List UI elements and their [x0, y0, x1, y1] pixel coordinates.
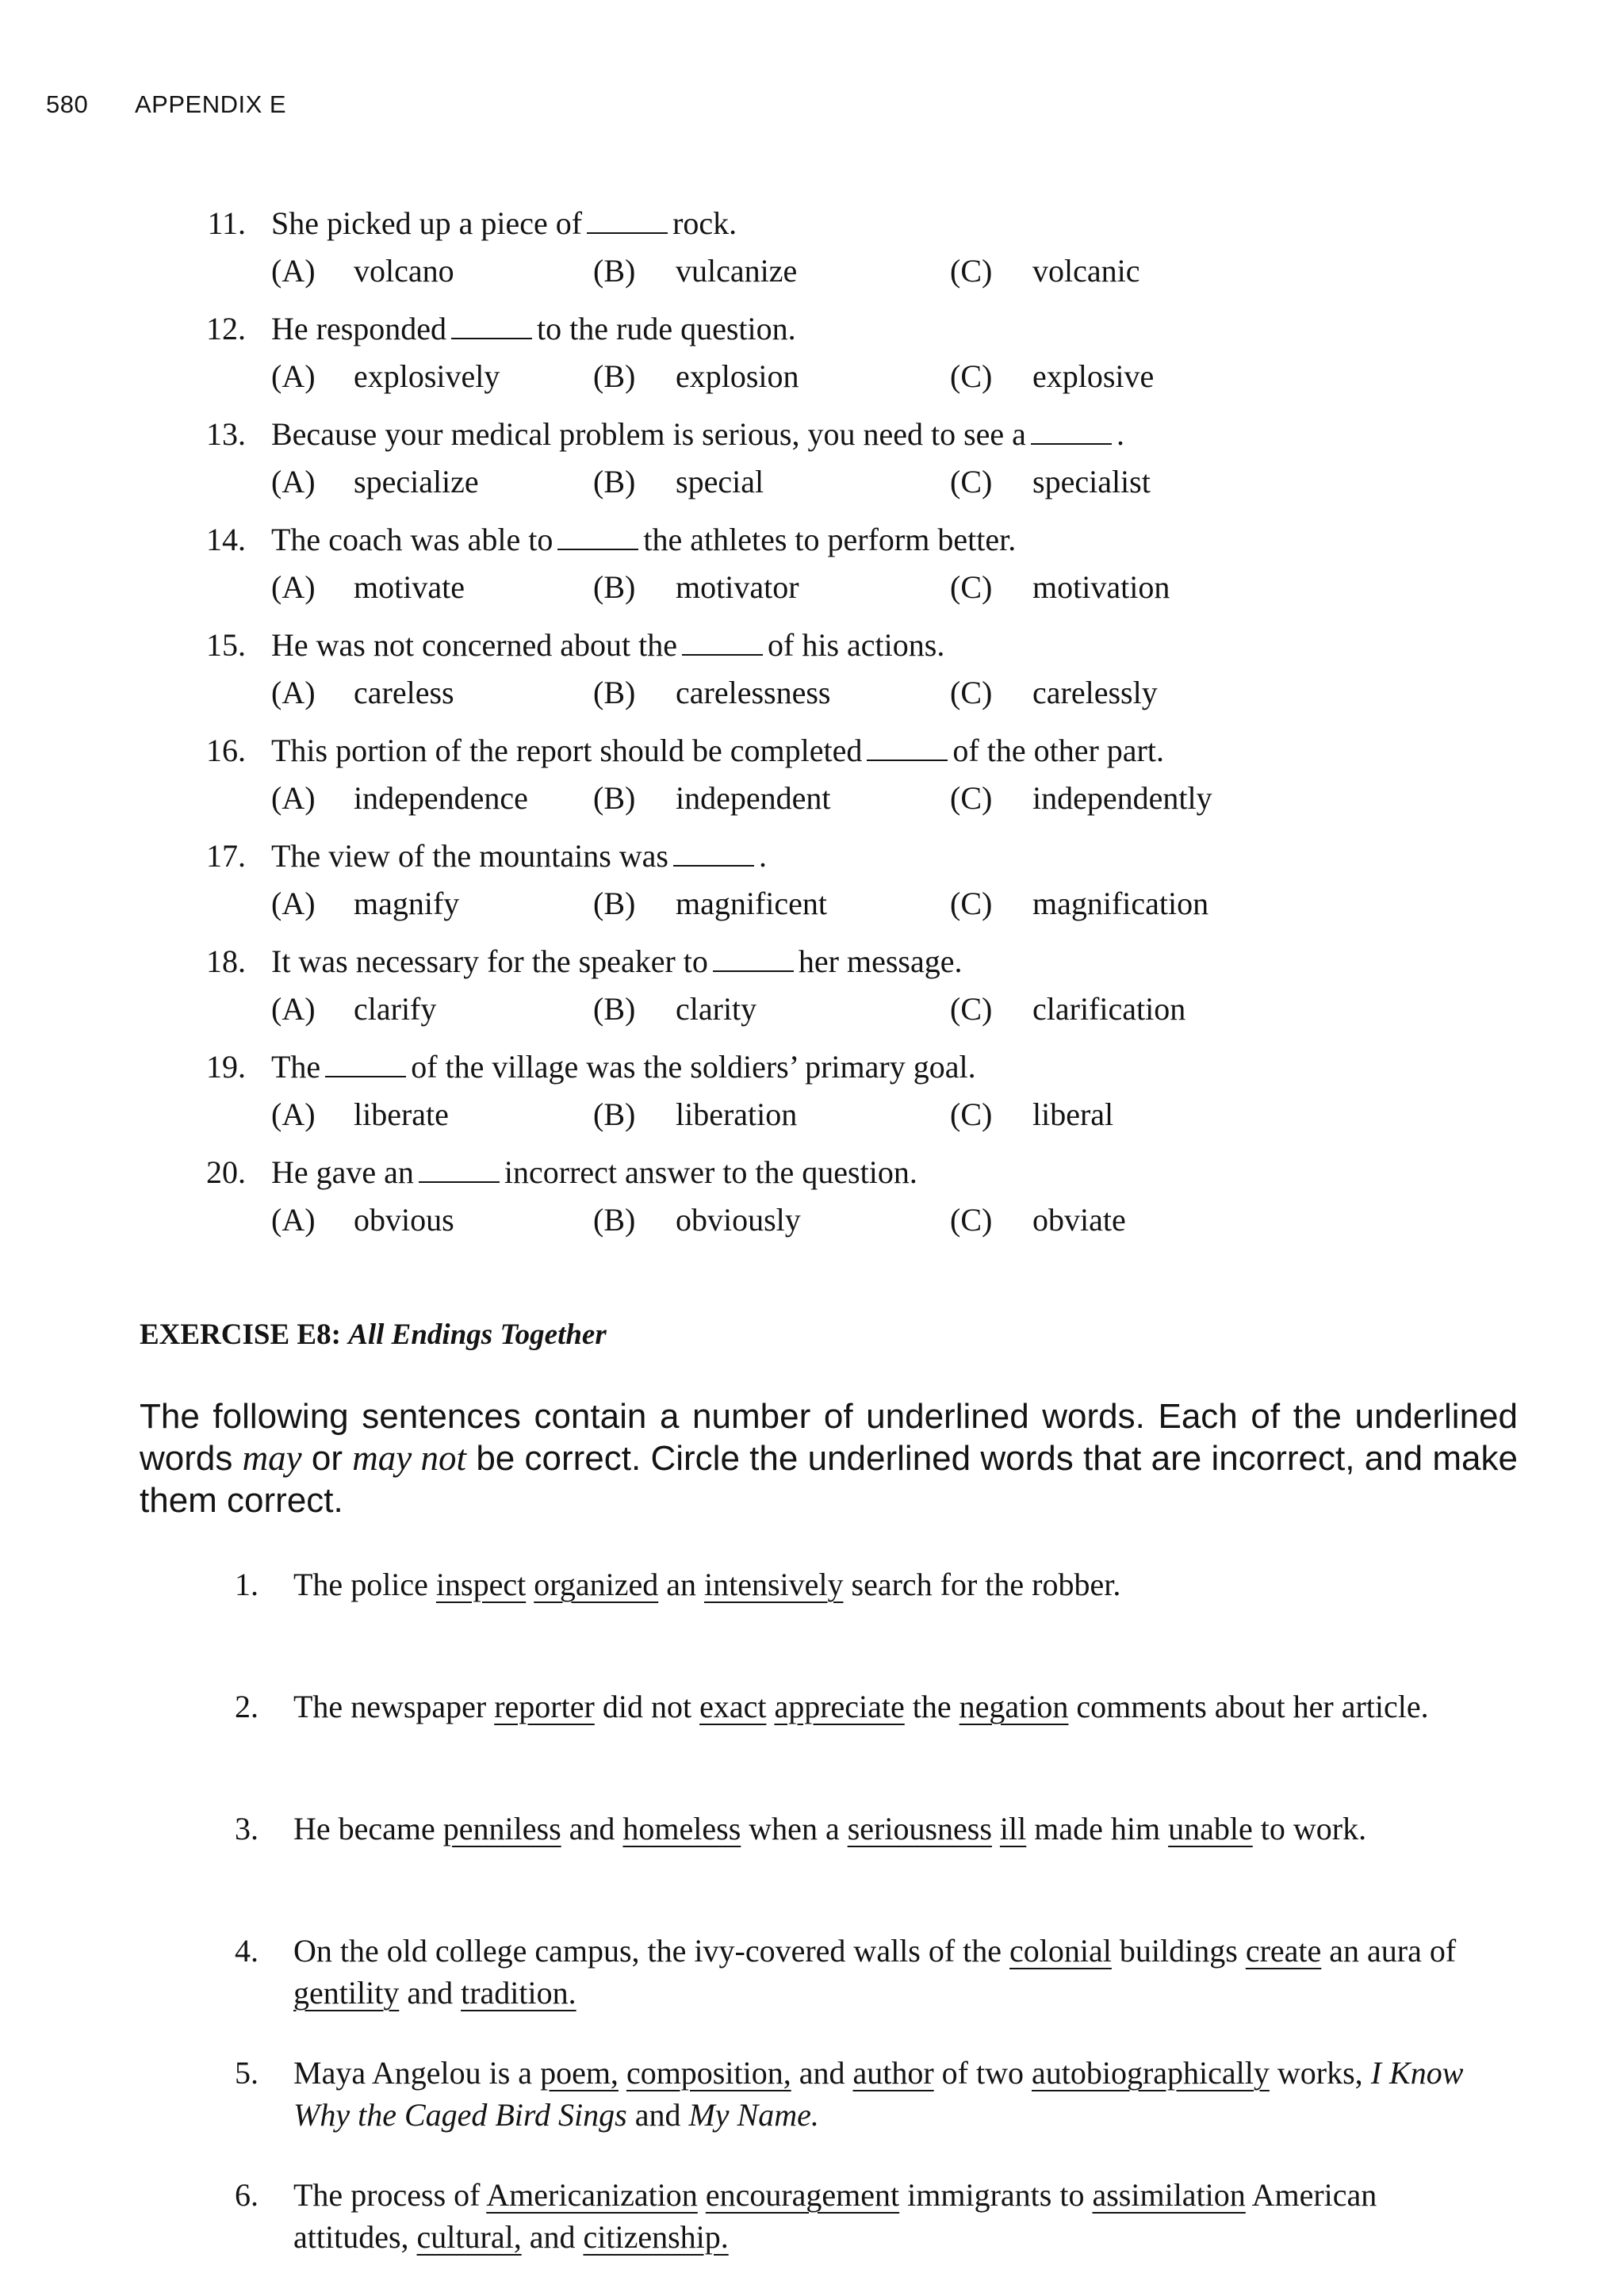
sentence-text: [698, 2177, 706, 2213]
underlined-word: organized: [534, 1567, 659, 1602]
answer-blank: [587, 209, 668, 234]
question-item: [198, 521, 1388, 626]
instructions-may: may: [242, 1438, 302, 1478]
option-text: liberal: [1032, 1096, 1114, 1132]
underlined-word: unable: [1168, 1811, 1253, 1846]
option-text: magnification: [1032, 886, 1209, 921]
answer-option: [593, 568, 799, 606]
option-text: volcano: [354, 253, 454, 289]
option-letter: (B): [593, 780, 636, 816]
instructions-part-1: The following sentences contain a number of underlined words. Each of the underlined words: [140, 1397, 1518, 1478]
option-letter: (A): [271, 675, 316, 710]
option-text: careless: [354, 675, 454, 710]
exercise-item: [198, 1563, 1483, 1686]
stem-before: This portion of the report should be completed: [271, 733, 863, 768]
option-letter: (C): [950, 991, 993, 1027]
sentence-text: and: [521, 2219, 584, 2255]
question-number: 20.: [206, 1154, 246, 1190]
question-stem: [271, 521, 1016, 558]
option-text: clarify: [354, 991, 437, 1027]
section-title: APPENDIX E: [135, 90, 287, 118]
option-letter: (C): [950, 780, 993, 816]
option-text: clarification: [1032, 991, 1186, 1027]
sentence-text: American attitudes,: [293, 2177, 1377, 2255]
answer-blank: [325, 1052, 406, 1077]
option-text: explosive: [1032, 358, 1155, 394]
stem-before: The view of the mountains was: [271, 838, 668, 874]
sentence-text: and: [399, 1975, 462, 2011]
underlined-word: composition,: [626, 2055, 791, 2091]
item-number: 1.: [235, 1567, 259, 1602]
question-stem: [271, 1048, 976, 1085]
option-letter: (B): [593, 1202, 636, 1238]
sentence-text: [992, 1811, 1000, 1846]
option-text: volcanic: [1032, 253, 1140, 289]
option-text: vulcanize: [676, 253, 798, 289]
answer-option: [950, 568, 1170, 606]
option-letter: (C): [950, 253, 993, 289]
question-number: 16.: [206, 733, 246, 768]
option-text: obviously: [676, 1202, 801, 1238]
exercise-items: [198, 1563, 1483, 2296]
answer-option: [593, 674, 830, 711]
option-text: specialize: [354, 464, 479, 499]
underlined-word: author: [852, 2055, 934, 2091]
option-letter: (C): [950, 569, 993, 605]
item-number: 4.: [235, 1933, 259, 1969]
underlined-word: appreciate: [774, 1689, 905, 1724]
sentence-text: Maya Angelou is a: [293, 2055, 541, 2091]
item-number: 5.: [235, 2055, 259, 2091]
item-sentence: [293, 1808, 1483, 1850]
stem-after: to the rude question.: [537, 311, 796, 346]
question-stem: [271, 626, 944, 664]
instructions-may-not: may not: [352, 1438, 467, 1478]
option-letter: (A): [271, 780, 316, 816]
answer-option: [271, 990, 436, 1027]
option-letter: (B): [593, 675, 636, 710]
sentence-text: and: [791, 2055, 853, 2091]
instructions-part-2: be correct. Circle the underlined words that are incorrect, and make them correct.: [140, 1439, 1518, 1520]
underlined-word: poem,: [540, 2055, 619, 2091]
option-text: carelessness: [676, 675, 831, 710]
question-stem: [271, 205, 737, 242]
stem-before: It was necessary for the speaker to: [271, 943, 708, 979]
underlined-word: intensively: [703, 1567, 844, 1602]
question-item: [198, 943, 1388, 1048]
item-sentence: [293, 2174, 1483, 2258]
answer-option: [950, 674, 1158, 711]
option-letter: (C): [950, 464, 993, 499]
option-letter: (B): [593, 464, 636, 499]
option-letter: (B): [593, 886, 636, 921]
stem-after: of the other part.: [952, 733, 1164, 768]
underlined-word: homeless: [622, 1811, 741, 1846]
question-number: 13.: [206, 416, 246, 452]
answer-option: [950, 990, 1185, 1027]
stem-before: He gave an: [271, 1154, 414, 1190]
option-text: explosively: [354, 358, 500, 394]
option-letter: (C): [950, 358, 993, 394]
option-text: magnify: [354, 886, 460, 921]
page-number: 580: [46, 90, 89, 118]
option-text: motivation: [1032, 569, 1170, 605]
option-text: magnificent: [676, 886, 828, 921]
sentence-text: [526, 1567, 534, 1602]
answer-option: [271, 358, 500, 395]
underlined-word: tradition.: [461, 1975, 576, 2011]
item-sentence: [293, 1930, 1483, 2014]
underlined-word: inspect: [435, 1567, 527, 1602]
sentence-text: did not: [594, 1689, 700, 1724]
answer-blank: [673, 841, 754, 867]
sentence-text: On the old college campus, the ivy-covered walls of the: [293, 1933, 1010, 1969]
stem-before: Because your medical problem is serious, you need to see a: [271, 416, 1026, 452]
answer-blank: [419, 1158, 500, 1183]
book-title: My Name.: [688, 2097, 819, 2133]
option-letter: (C): [950, 1202, 993, 1238]
answer-blank: [1031, 419, 1112, 445]
stem-before: He was not concerned about the: [271, 627, 678, 663]
option-text: independently: [1032, 780, 1212, 816]
sentence-text: to work.: [1252, 1811, 1367, 1846]
question-number: 12.: [206, 311, 246, 346]
underlined-word: negation: [959, 1689, 1069, 1724]
question-stem: [271, 415, 1124, 453]
question-item: [198, 415, 1388, 521]
answer-option: [593, 990, 756, 1027]
answer-option: [950, 252, 1140, 289]
exercise-item: [198, 2174, 1483, 2296]
option-letter: (A): [271, 991, 316, 1027]
answer-option: [950, 779, 1212, 817]
sentence-text: and: [561, 1811, 623, 1846]
option-text: motivator: [676, 569, 799, 605]
option-letter: (C): [950, 1096, 993, 1132]
answer-option: [271, 252, 454, 289]
exercise-label: EXERCISE E8:: [140, 1318, 341, 1351]
underlined-word: seriousness: [847, 1811, 992, 1846]
question-item: [198, 205, 1388, 310]
stem-after: of the village was the soldiers’ primary goal.: [411, 1049, 976, 1085]
question-item: [198, 1154, 1388, 1259]
underlined-word: create: [1245, 1933, 1322, 1969]
question-number: 18.: [206, 943, 246, 979]
sentence-text: an: [658, 1567, 704, 1602]
option-letter: (A): [271, 1096, 316, 1132]
option-letter: (C): [950, 886, 993, 921]
option-text: liberation: [676, 1096, 798, 1132]
exercise-instructions: [140, 1395, 1518, 1521]
underlined-word: assimilation: [1092, 2177, 1246, 2213]
stem-after: .: [1116, 416, 1124, 452]
exercise-item: [198, 1808, 1483, 1930]
exercise-item: [198, 1930, 1483, 2052]
option-text: carelessly: [1032, 675, 1158, 710]
underlined-word: reporter: [494, 1689, 595, 1724]
item-number: 3.: [235, 1811, 259, 1846]
question-number: 17.: [206, 838, 246, 874]
instructions-or: or: [311, 1439, 343, 1478]
option-text: independence: [354, 780, 528, 816]
option-text: independent: [676, 780, 831, 816]
underlined-word: Americanization: [486, 2177, 698, 2213]
option-text: special: [676, 464, 764, 499]
option-letter: (A): [271, 253, 316, 289]
answer-option: [593, 1201, 801, 1238]
question-number: 11.: [207, 205, 246, 241]
answer-blank: [451, 314, 532, 339]
exercise-title: [140, 1318, 607, 1352]
sentence-text: works,: [1269, 2055, 1371, 2091]
option-letter: (B): [593, 253, 636, 289]
answer-option: [593, 463, 764, 500]
answer-blank: [867, 736, 948, 761]
underlined-word: encouragement: [705, 2177, 900, 2213]
sentence-text: of two: [933, 2055, 1032, 2091]
stem-after: of his actions.: [768, 627, 945, 663]
question-item: [198, 732, 1388, 837]
option-letter: (A): [271, 569, 316, 605]
book-title: I Know Why the Caged Bird Sings: [293, 2055, 1464, 2133]
question-item: [198, 837, 1388, 943]
item-sentence: [293, 2052, 1483, 2136]
option-letter: (A): [271, 464, 316, 499]
answer-option: [593, 885, 827, 922]
underlined-word: ill: [999, 1811, 1027, 1846]
answer-option: [950, 1096, 1113, 1133]
question-item: [198, 1048, 1388, 1154]
option-text: specialist: [1032, 464, 1151, 499]
answer-option: [950, 1201, 1126, 1238]
underlined-word: gentility: [293, 1975, 400, 2011]
underlined-word: exact: [699, 1689, 767, 1724]
sentence-text: buildings: [1111, 1933, 1246, 1969]
option-text: explosion: [676, 358, 799, 394]
option-letter: (B): [593, 1096, 636, 1132]
stem-before: The: [271, 1049, 321, 1085]
underlined-word: penniless: [442, 1811, 561, 1846]
option-letter: (B): [593, 569, 636, 605]
option-letter: (A): [271, 1202, 316, 1238]
sentence-text: immigrants to: [899, 2177, 1093, 2213]
stem-after: incorrect answer to the question.: [504, 1154, 917, 1190]
stem-after: her message.: [798, 943, 963, 979]
stem-after: .: [759, 838, 767, 874]
stem-after: the athletes to perform better.: [643, 522, 1017, 557]
underlined-word: colonial: [1009, 1933, 1112, 1969]
stem-before: He responded: [271, 311, 447, 346]
question-item: [198, 310, 1388, 415]
stem-after: rock.: [672, 205, 737, 241]
question-stem: [271, 732, 1164, 769]
option-text: obviate: [1032, 1202, 1126, 1238]
item-number: 6.: [235, 2177, 259, 2213]
option-letter: (A): [271, 886, 316, 921]
exercise-subtitle: All Endings Together: [348, 1318, 607, 1351]
answer-option: [950, 463, 1151, 500]
option-text: liberate: [354, 1096, 449, 1132]
answer-option: [271, 1201, 454, 1238]
sentence-text: comments about her article.: [1068, 1689, 1429, 1724]
option-letter: (A): [271, 358, 316, 394]
question-stem: [271, 943, 962, 980]
item-number: 2.: [235, 1689, 259, 1724]
answer-option: [593, 252, 797, 289]
sentence-text: The police: [293, 1567, 436, 1602]
answer-blank: [682, 630, 763, 656]
underlined-word: citizenship.: [583, 2219, 729, 2255]
underlined-word: cultural,: [416, 2219, 522, 2255]
answer-option: [593, 358, 799, 395]
item-sentence: [293, 1563, 1483, 1605]
answer-option: [593, 779, 831, 817]
answer-option: [271, 779, 528, 817]
running-head: [46, 90, 286, 119]
sentence-text: when a: [741, 1811, 848, 1846]
option-text: obvious: [354, 1202, 454, 1238]
option-letter: (C): [950, 675, 993, 710]
sentence-text: made him: [1026, 1811, 1169, 1846]
multiple-choice-questions: [198, 205, 1388, 1259]
stem-before: The coach was able to: [271, 522, 553, 557]
question-stem: [271, 1154, 917, 1191]
question-stem: [271, 837, 767, 874]
exercise-item: [198, 2052, 1483, 2174]
option-text: clarity: [676, 991, 757, 1027]
sentence-text: an aura of: [1321, 1933, 1457, 1969]
answer-option: [950, 885, 1208, 922]
option-text: motivate: [354, 569, 465, 605]
sentence-text: search for the robber.: [843, 1567, 1121, 1602]
answer-blank: [557, 525, 638, 550]
question-item: [198, 626, 1388, 732]
answer-option: [950, 358, 1154, 395]
sentence-text: The newspaper: [293, 1689, 495, 1724]
answer-option: [593, 1096, 797, 1133]
answer-option: [271, 568, 465, 606]
option-letter: (B): [593, 358, 636, 394]
stem-before: She picked up a piece of: [271, 205, 583, 241]
answer-option: [271, 1096, 449, 1133]
sentence-text: He became: [293, 1811, 443, 1846]
question-stem: [271, 310, 796, 347]
sentence-text: [766, 1689, 774, 1724]
question-number: 19.: [206, 1049, 246, 1085]
option-letter: (B): [593, 991, 636, 1027]
answer-option: [271, 674, 454, 711]
question-number: 14.: [206, 522, 246, 557]
answer-option: [271, 885, 459, 922]
answer-option: [271, 463, 479, 500]
answer-blank: [713, 947, 794, 972]
sentence-text: the: [904, 1689, 959, 1724]
underlined-word: autobiographically: [1032, 2055, 1270, 2091]
sentence-text: [619, 2055, 626, 2091]
sentence-text: The process of: [293, 2177, 487, 2213]
sentence-text: and: [626, 2097, 689, 2133]
item-sentence: [293, 1686, 1483, 1728]
exercise-item: [198, 1686, 1483, 1808]
question-number: 15.: [206, 627, 246, 663]
